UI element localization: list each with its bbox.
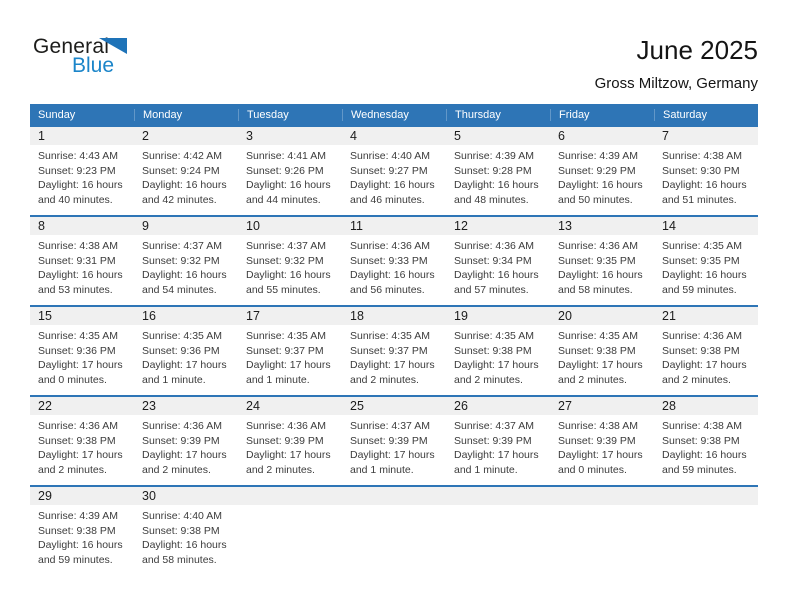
sunrise-text: Sunrise: 4:35 AM — [350, 330, 430, 342]
sunrise-text: Sunrise: 4:36 AM — [454, 240, 534, 252]
daylight-text: Daylight: 16 hours and 54 minutes. — [142, 269, 227, 296]
day-number: 13 — [558, 219, 572, 233]
weekday-header-saturday: Saturday — [654, 109, 758, 121]
weekday-header-sunday: Sunday — [38, 108, 76, 121]
day-number: 3 — [246, 129, 253, 143]
day-number: 5 — [454, 129, 461, 143]
day-number: 7 — [662, 129, 669, 143]
location-subtitle: Gross Miltzow, Germany — [594, 75, 758, 92]
day-cell — [654, 505, 758, 567]
day-number: 14 — [662, 219, 676, 233]
sunrise-text: Sunrise: 4:37 AM — [246, 240, 326, 252]
sunset-text: Sunset: 9:38 PM — [454, 344, 532, 357]
day-cell — [342, 325, 446, 387]
daylight-text: Daylight: 16 hours and 55 minutes. — [246, 269, 331, 296]
day-cell — [238, 235, 342, 297]
day-number: 18 — [350, 309, 364, 323]
daylight-text: Daylight: 17 hours and 0 minutes. — [38, 359, 123, 386]
daylight-text: Daylight: 16 hours and 58 minutes. — [558, 269, 643, 296]
sunrise-text: Sunrise: 4:39 AM — [38, 510, 118, 522]
day-details-row — [30, 325, 758, 387]
day-cell — [342, 415, 446, 477]
sunset-text: Sunset: 9:32 PM — [142, 254, 220, 267]
day-cell — [134, 145, 238, 207]
sunrise-text: Sunrise: 4:36 AM — [662, 330, 742, 342]
day-cell — [238, 505, 342, 567]
daylight-text: Daylight: 17 hours and 2 minutes. — [454, 359, 539, 386]
daylight-text: Daylight: 16 hours and 44 minutes. — [246, 179, 331, 206]
daylight-text: Daylight: 17 hours and 1 minute. — [142, 359, 227, 386]
sunset-text: Sunset: 9:39 PM — [350, 434, 428, 447]
sunset-text: Sunset: 9:37 PM — [350, 344, 428, 357]
day-cell — [550, 145, 654, 207]
daylight-text: Daylight: 17 hours and 2 minutes. — [246, 449, 331, 476]
sunrise-text: Sunrise: 4:37 AM — [454, 420, 534, 432]
day-number: 24 — [246, 399, 260, 413]
sunrise-text: Sunrise: 4:40 AM — [350, 150, 430, 162]
sunset-text: Sunset: 9:28 PM — [454, 164, 532, 177]
sunrise-text: Sunrise: 4:39 AM — [558, 150, 638, 162]
daylight-text: Daylight: 17 hours and 2 minutes. — [558, 359, 643, 386]
week-row — [30, 305, 758, 395]
sunrise-text: Sunrise: 4:35 AM — [142, 330, 222, 342]
daylight-text: Daylight: 16 hours and 57 minutes. — [454, 269, 539, 296]
sunset-text: Sunset: 9:24 PM — [142, 164, 220, 177]
sunset-text: Sunset: 9:30 PM — [662, 164, 740, 177]
week-row — [30, 485, 758, 575]
day-cell — [238, 415, 342, 477]
sunrise-text: Sunrise: 4:41 AM — [246, 150, 326, 162]
weekday-header-tuesday: Tuesday — [238, 109, 342, 121]
day-number: 8 — [38, 219, 45, 233]
title-block — [595, 36, 758, 92]
daylight-text: Daylight: 16 hours and 50 minutes. — [558, 179, 643, 206]
day-cell — [550, 415, 654, 477]
sunset-text: Sunset: 9:39 PM — [142, 434, 220, 447]
day-cell — [446, 505, 550, 567]
day-cell — [550, 505, 654, 567]
sunset-text: Sunset: 9:33 PM — [350, 254, 428, 267]
sunrise-text: Sunrise: 4:38 AM — [38, 240, 118, 252]
sunrise-text: Sunrise: 4:42 AM — [142, 150, 222, 162]
sunset-text: Sunset: 9:39 PM — [246, 434, 324, 447]
day-cell — [550, 235, 654, 297]
sunrise-text: Sunrise: 4:35 AM — [246, 330, 326, 342]
day-cell — [238, 325, 342, 387]
month-title: June 2025 — [636, 35, 758, 65]
sunrise-text: Sunrise: 4:36 AM — [246, 420, 326, 432]
day-number: 10 — [246, 219, 260, 233]
sunrise-text: Sunrise: 4:37 AM — [142, 240, 222, 252]
week-row — [30, 125, 758, 215]
sunset-text: Sunset: 9:36 PM — [38, 344, 116, 357]
day-number: 17 — [246, 309, 260, 323]
day-details-row — [30, 145, 758, 207]
day-cell — [30, 235, 134, 297]
day-number: 15 — [38, 309, 52, 323]
sunrise-text: Sunrise: 4:38 AM — [662, 150, 742, 162]
daylight-text: Daylight: 16 hours and 51 minutes. — [662, 179, 747, 206]
day-cell — [30, 415, 134, 477]
calendar-table — [30, 104, 758, 575]
sunset-text: Sunset: 9:38 PM — [662, 434, 740, 447]
week-row — [30, 395, 758, 485]
day-details-row — [30, 235, 758, 297]
calendar-grid — [30, 125, 758, 575]
sunset-text: Sunset: 9:29 PM — [558, 164, 636, 177]
day-cell — [342, 145, 446, 207]
sunrise-text: Sunrise: 4:40 AM — [142, 510, 222, 522]
day-number: 22 — [38, 399, 52, 413]
day-cell — [30, 145, 134, 207]
daylight-text: Daylight: 17 hours and 1 minute. — [454, 449, 539, 476]
sunrise-text: Sunrise: 4:36 AM — [142, 420, 222, 432]
day-cell — [446, 145, 550, 207]
day-details-row — [30, 415, 758, 477]
day-cell — [654, 325, 758, 387]
logo-word-general: General — [33, 35, 110, 58]
day-number: 28 — [662, 399, 676, 413]
sunrise-text: Sunrise: 4:35 AM — [454, 330, 534, 342]
sunset-text: Sunset: 9:38 PM — [558, 344, 636, 357]
day-number: 21 — [662, 309, 676, 323]
day-cell — [30, 325, 134, 387]
daylight-text: Daylight: 16 hours and 59 minutes. — [662, 449, 747, 476]
sunset-text: Sunset: 9:26 PM — [246, 164, 324, 177]
day-details-row — [30, 505, 758, 567]
weekday-header-friday: Friday — [550, 109, 654, 121]
day-cell — [446, 235, 550, 297]
daylight-text: Daylight: 17 hours and 2 minutes. — [142, 449, 227, 476]
day-number-strip — [30, 397, 758, 415]
daylight-text: Daylight: 17 hours and 1 minute. — [350, 449, 435, 476]
day-number: 12 — [454, 219, 468, 233]
sunrise-text: Sunrise: 4:36 AM — [350, 240, 430, 252]
daylight-text: Daylight: 17 hours and 2 minutes. — [38, 449, 123, 476]
sunset-text: Sunset: 9:34 PM — [454, 254, 532, 267]
day-number: 26 — [454, 399, 468, 413]
day-cell — [654, 415, 758, 477]
sunset-text: Sunset: 9:35 PM — [558, 254, 636, 267]
day-cell — [134, 505, 238, 567]
sunrise-text: Sunrise: 4:36 AM — [558, 240, 638, 252]
day-number: 16 — [142, 309, 156, 323]
day-number: 11 — [350, 219, 363, 233]
day-cell — [654, 145, 758, 207]
day-cell — [342, 235, 446, 297]
day-number: 25 — [350, 399, 364, 413]
day-number-strip — [30, 307, 758, 325]
day-number-strip — [30, 487, 758, 505]
day-number: 6 — [558, 129, 565, 143]
daylight-text: Daylight: 16 hours and 53 minutes. — [38, 269, 123, 296]
day-number: 9 — [142, 219, 149, 233]
sunset-text: Sunset: 9:38 PM — [142, 524, 220, 537]
day-number: 1 — [38, 129, 45, 143]
day-number: 27 — [558, 399, 572, 413]
sunrise-text: Sunrise: 4:35 AM — [662, 240, 742, 252]
day-cell — [342, 505, 446, 567]
sunrise-text: Sunrise: 4:35 AM — [558, 330, 638, 342]
sunset-text: Sunset: 9:32 PM — [246, 254, 324, 267]
day-cell — [134, 325, 238, 387]
day-cell — [654, 235, 758, 297]
sunset-text: Sunset: 9:39 PM — [558, 434, 636, 447]
sunrise-text: Sunrise: 4:37 AM — [350, 420, 430, 432]
day-number: 19 — [454, 309, 468, 323]
general-blue-logo — [33, 36, 143, 80]
sunrise-text: Sunrise: 4:35 AM — [38, 330, 118, 342]
weekday-header-wednesday: Wednesday — [342, 109, 446, 121]
sunset-text: Sunset: 9:36 PM — [142, 344, 220, 357]
sunrise-text: Sunrise: 4:38 AM — [662, 420, 742, 432]
daylight-text: Daylight: 16 hours and 59 minutes. — [38, 539, 123, 566]
sunset-text: Sunset: 9:38 PM — [38, 434, 116, 447]
day-number-strip — [30, 217, 758, 235]
sunset-text: Sunset: 9:38 PM — [38, 524, 116, 537]
weekday-header-monday: Monday — [134, 109, 238, 121]
daylight-text: Daylight: 16 hours and 59 minutes. — [662, 269, 747, 296]
day-number: 23 — [142, 399, 156, 413]
day-number: 4 — [350, 129, 357, 143]
day-cell — [550, 325, 654, 387]
daylight-text: Daylight: 16 hours and 58 minutes. — [142, 539, 227, 566]
day-cell — [30, 505, 134, 567]
day-cell — [446, 415, 550, 477]
day-number: 29 — [38, 489, 52, 503]
daylight-text: Daylight: 16 hours and 56 minutes. — [350, 269, 435, 296]
sunset-text: Sunset: 9:37 PM — [246, 344, 324, 357]
daylight-text: Daylight: 16 hours and 48 minutes. — [454, 179, 539, 206]
daylight-text: Daylight: 17 hours and 2 minutes. — [350, 359, 435, 386]
sunrise-text: Sunrise: 4:43 AM — [38, 150, 118, 162]
week-row — [30, 215, 758, 305]
sunset-text: Sunset: 9:38 PM — [662, 344, 740, 357]
day-cell — [446, 325, 550, 387]
daylight-text: Daylight: 16 hours and 42 minutes. — [142, 179, 227, 206]
sunset-text: Sunset: 9:23 PM — [38, 164, 116, 177]
sunrise-text: Sunrise: 4:36 AM — [38, 420, 118, 432]
day-cell — [134, 415, 238, 477]
day-number: 20 — [558, 309, 572, 323]
day-number: 30 — [142, 489, 156, 503]
sunset-text: Sunset: 9:31 PM — [38, 254, 116, 267]
day-number: 2 — [142, 129, 149, 143]
weekday-header-row — [30, 104, 758, 125]
sunset-text: Sunset: 9:35 PM — [662, 254, 740, 267]
daylight-text: Daylight: 16 hours and 40 minutes. — [38, 179, 123, 206]
sunrise-text: Sunrise: 4:38 AM — [558, 420, 638, 432]
logo-word-blue: Blue — [72, 54, 115, 77]
daylight-text: Daylight: 17 hours and 2 minutes. — [662, 359, 747, 386]
day-cell — [134, 235, 238, 297]
daylight-text: Daylight: 17 hours and 1 minute. — [246, 359, 331, 386]
daylight-text: Daylight: 16 hours and 46 minutes. — [350, 179, 435, 206]
sunset-text: Sunset: 9:27 PM — [350, 164, 428, 177]
sunset-text: Sunset: 9:39 PM — [454, 434, 532, 447]
day-number-strip — [30, 127, 758, 145]
day-cell — [238, 145, 342, 207]
daylight-text: Daylight: 17 hours and 0 minutes. — [558, 449, 643, 476]
sunrise-text: Sunrise: 4:39 AM — [454, 150, 534, 162]
weekday-header-thursday: Thursday — [446, 109, 550, 121]
